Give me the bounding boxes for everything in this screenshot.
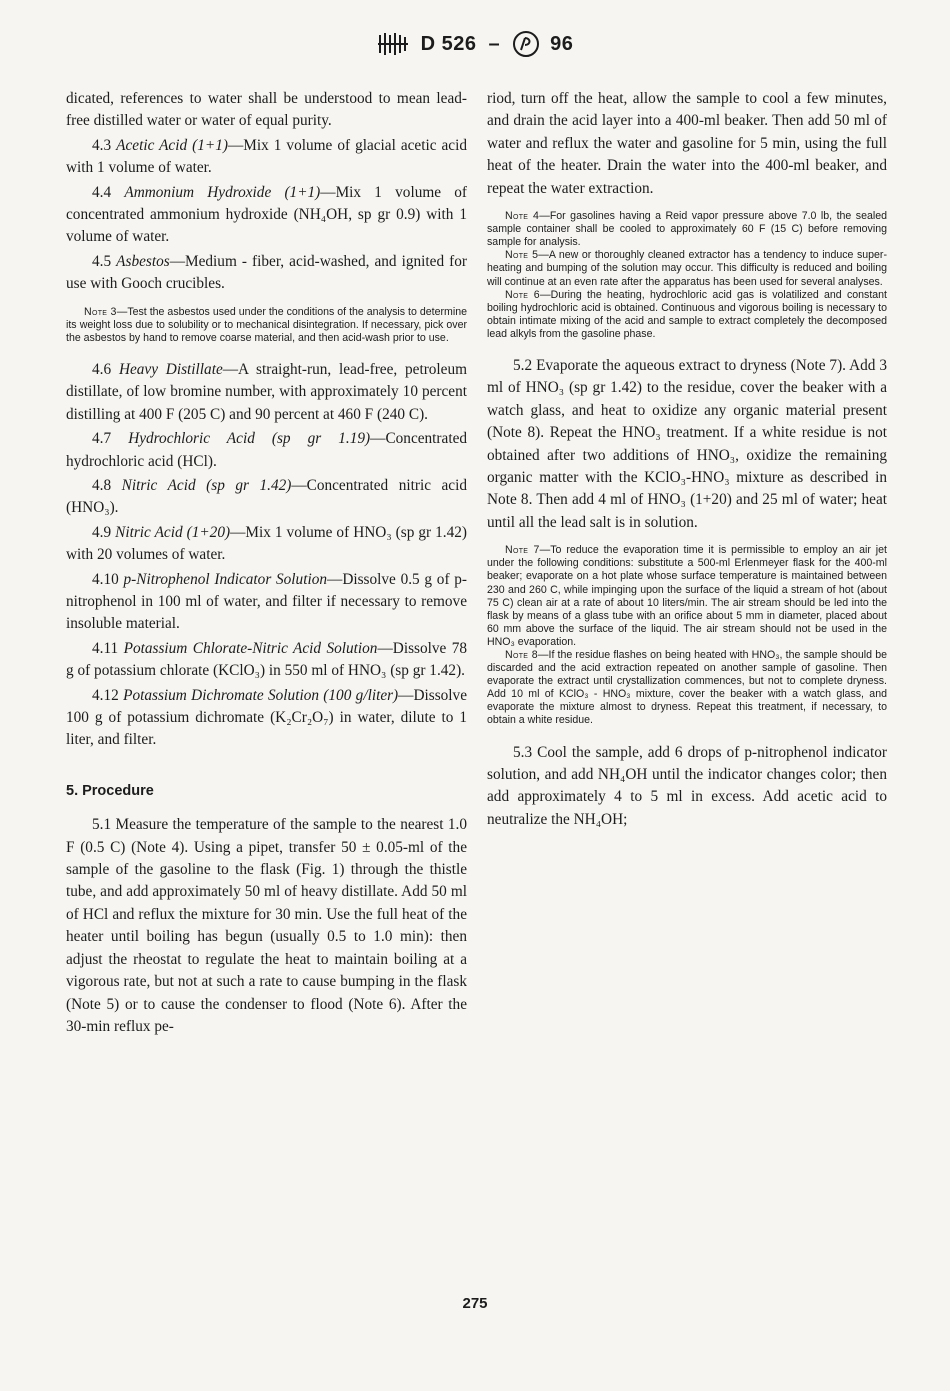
intro-paragraph: dicated, references to water shall be understood to mean lead-free distilled water or water of equal purity. <box>66 90 467 130</box>
note-4 <box>487 210 887 249</box>
page-header <box>0 30 950 58</box>
note-text: —A new or thoroughly cleaned extractor has a tendency to induce super-heating and bumping of the solution may occur. This difficulty is reduced and boiling will continue at an even rate after the apparatus has been used for several analyses. <box>487 249 887 288</box>
header-dash: – <box>488 32 501 55</box>
note-label: Note 4 <box>505 210 540 223</box>
section-4-5 <box>66 251 467 296</box>
section-text: —Concentrated nitric acid (HNO₃). <box>66 476 467 517</box>
section-number: 4.8 <box>92 476 112 494</box>
section-number: 4.9 <box>92 523 112 541</box>
continued-paragraph: riod, turn off the heat, allow the sample to cool a few minutes, and drain the acid layer into a 400-ml beaker. Then add 50 ml of water and reflux the water and gasoline for 5 min, using the full heat of the heater. Drain the water into the 400-ml beaker, and repeat the water extraction. <box>487 90 887 197</box>
section-4-7 <box>66 428 467 473</box>
section-4-11 <box>66 638 467 683</box>
designation-year: 96 <box>550 32 574 55</box>
section-5-2 <box>487 355 887 534</box>
section-text: —Mix 1 volume of concentrated ammonium hydroxide (NH₄OH, sp gr 0.9) with 1 volume of water. <box>66 183 467 246</box>
section-title: Acetic Acid (1+1) <box>116 136 228 154</box>
note-text: —During the heating, hydrochloric acid gas is volatilized and constant boiling hydrochloric acid is obtained. Continuous and vigorous boiling is necessary to obtain intimate mixing of the acid and sample to extract completely the decomposed lead alkyls from the gasoline phase. <box>487 288 887 340</box>
note-label: Note 5 <box>505 249 539 262</box>
section-number: 4.7 <box>92 430 112 448</box>
section-title: Nitric Acid (sp gr 1.42) <box>121 476 292 494</box>
section-4-3 <box>66 135 467 180</box>
section-text: —Mix 1 volume of glacial acetic acid with 1 volume of water. <box>66 136 467 177</box>
section-title: p-Nitrophenol Indicator Solution <box>123 570 328 588</box>
note-5 <box>487 249 887 288</box>
astm-logo-icon <box>377 31 411 57</box>
section-number: 4.5 <box>92 252 112 270</box>
notes-4-6 <box>487 210 887 341</box>
note-7 <box>487 544 887 649</box>
note-label: Note 3 <box>84 305 117 318</box>
section-number: 5.1 <box>92 816 112 834</box>
section-number: 5.2 <box>513 356 533 374</box>
section-number: 4.3 <box>92 136 112 154</box>
section-title: Nitric Acid (1+20) <box>115 523 231 541</box>
section-number: 4.12 <box>92 686 119 704</box>
left-column <box>66 88 467 1040</box>
section-4-4 <box>66 182 467 249</box>
section-text: —A straight-run, lead-free, petroleum distillate, of low bromine number, with approximately 10 percent distilling at 400 F (205 C) and 90 percent at 460 F (240 C). <box>66 360 468 423</box>
note-text: —For gasolines having a Reid vapor pressure above 7.0 lb, the sealed sample container shall be cooled to approximately 60 F (15 C) before removing sample for analysis. <box>487 210 887 249</box>
section-text: —Dissolve 78 g of potassium chlorate (KClO₃) in 550 ml of HNO₃ (sp gr 1.42). <box>66 639 467 680</box>
section-number: 4.4 <box>92 183 112 201</box>
circle-logo-icon <box>512 30 540 58</box>
section-4-8 <box>66 475 467 520</box>
page-number: 275 <box>462 1295 488 1312</box>
note-text: —If the residue flashes on being heated with HNO₃, the sample should be discarded and the acid extraction repeated on another sample of gasoline. Then evaporate the extract until crystallization commences, but not to complete dryness. Add 10 ml of KClO₃ - HNO₃ mixture, cover the beaker with a watch glass, and evaporate the mixture almost to dryness. Repeat this treatment, if necessary, to obtain a white residue. <box>487 648 887 727</box>
section-number: 4.6 <box>92 360 112 378</box>
section-5-3 <box>487 742 887 832</box>
section-4-10 <box>66 569 467 636</box>
section-text: Cool the sample, add 6 drops of p-nitrophenol indicator solution, and add NH₄OH until the indicator changes color; then add approximately 4 to 5 ml in excess. Add acetic acid to neutralize the NH₄OH; <box>487 743 888 828</box>
section-title: Hydrochloric Acid (sp gr 1.19) <box>128 430 371 448</box>
notes-7-8 <box>487 544 887 727</box>
note-8 <box>487 649 887 728</box>
right-column <box>487 88 887 833</box>
section-text: Measure the temperature of the sample to the nearest 1.0 F (0.5 C) (Note 4). Using a pipet, transfer 50 ± 0.05-ml of the sample of the gasoline to the flask (Fig. 1) through the thistle tube, and add approximately 50 ml of heavy distillate. Add 50 ml of HCl and reflux the mixture for 30 min. Use the full heat of the heater until boiling has begun (usually 0.5 to 1.0 min): then adjust the rheostat to regulate the heat to maintain boiling at a vigorous rate, but not at such a rate to cause bumping in the flask (Note 5) or to cause the condenser to flood (Note 6). After the 30-min reflux pe- <box>66 816 468 1035</box>
section-title: Asbestos <box>116 252 170 270</box>
section-title: Ammonium Hydroxide (1+1) <box>124 183 321 201</box>
note-6 <box>487 289 887 341</box>
section-text: —Dissolve 100 g of potassium dichromate (K₂Cr₂O₇) in water, dilute to 1 liter, and filter. <box>66 686 467 749</box>
note-label: Note 6 <box>505 288 540 301</box>
procedure-heading: 5. Procedure <box>66 782 154 799</box>
note-text: —To reduce the evaporation time it is permissible to employ an air jet under the following conditions: substitute a 500-ml Erlenmeyer flask for the 400-ml beaker; evaporate on a hot plate whose surface temperature is maintained between 230 and 260 C, while impinging upon the surface of the liquid a stream of hot (about 75 C) clean air at a rate of about 10 liters/min. The air stream should be led into the flask by means of a glass tube with an orifice about 5 mm in diameter, placed about 60 mm above the surface of the liquid. The air stream should not be used in the HNO₃ evaporation. <box>487 544 887 648</box>
section-4-9 <box>66 522 467 567</box>
note-label: Note 8 <box>505 648 538 661</box>
section-5-1 <box>66 814 467 1038</box>
note-text: —Test the asbestos used under the conditions of the analysis to determine its weight loss due to solubility or to mechanical disintegration. If necessary, pick over the asbestos by hand to remove coarse material, and then acid-wash prior to use. <box>66 305 467 344</box>
note-label: Note 7 <box>505 544 540 557</box>
note-3 <box>66 306 467 345</box>
section-text: —Medium - fiber, acid-washed, and ignited for use with Gooch crucibles. <box>66 252 467 293</box>
section-title: Potassium Chlorate-Nitric Acid Solution <box>123 639 378 657</box>
section-title: Potassium Dichromate Solution (100 g/liter) <box>123 686 399 704</box>
section-number: 5.3 <box>513 743 533 761</box>
designation: D 526 <box>420 32 477 55</box>
section-title: Heavy Distillate <box>118 360 223 378</box>
section-4-6 <box>66 359 467 426</box>
section-text: —Mix 1 volume of HNO₃ (sp gr 1.42) with 20 volumes of water. <box>66 523 467 564</box>
section-text: Evaporate the aqueous extract to dryness (Note 7). Add 3 ml of HNO₃ (sp gr 1.42) to the residue, cover the beaker with a watch glass, and heat to oxidize any organic material present (Note 8). Repeat the HNO₃ treatment. If a white residue is not obtained after two additions of HNO₃, oxidize the remaining organic matter with the KClO₃-HNO₃ mixture as described in Note 8. Then add 4 ml of HNO₃ (1+20) and 25 ml of water; heat until all the lead salt is in solution. <box>487 356 887 531</box>
section-number: 4.10 <box>92 570 119 588</box>
section-text: —Dissolve 0.5 g of p-nitrophenol in 100 ml of water, and filter if necessary to remove insoluble material. <box>66 570 468 633</box>
section-number: 4.11 <box>92 639 119 657</box>
section-text: —Concentrated hydrochloric acid (HCl). <box>66 430 468 470</box>
section-4-12 <box>66 685 467 752</box>
